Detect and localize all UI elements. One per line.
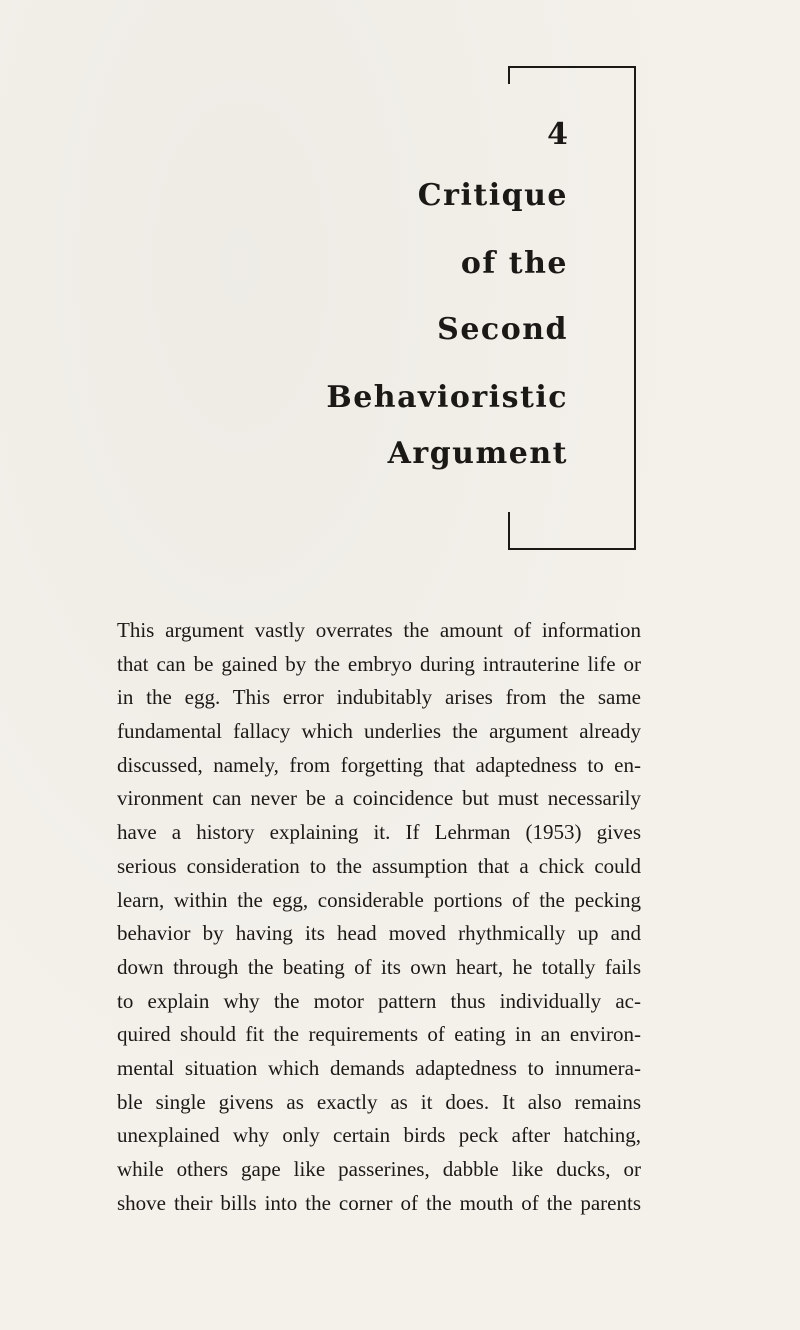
heading-frame-bottom xyxy=(508,512,636,550)
body-line: discussed, namely, from forgetting that adaptedness to en- xyxy=(117,752,641,777)
heading-frame-top xyxy=(508,66,636,84)
body-line: unexplained why only certain birds peck after hatching, xyxy=(117,1123,641,1148)
chapter-title-line: of the xyxy=(460,246,568,281)
body-paragraph xyxy=(117,614,641,1220)
chapter-title-line: Behavioristic xyxy=(326,380,568,415)
chapter-title-line: Critique xyxy=(417,178,568,213)
body-line: have a history explaining it. If Lehrman (1953) gives xyxy=(117,820,641,845)
body-line: fundamental fallacy which underlies the argument already xyxy=(117,719,641,744)
body-line: behavior by having its head moved rhythmically up and xyxy=(117,921,641,946)
body-line: This argument vastly overrates the amount of information xyxy=(117,618,641,642)
body-line: learn, within the egg, considerable portions of the pecking xyxy=(117,887,641,912)
body-line: mental situation which demands adaptedness to innumera- xyxy=(117,1055,641,1080)
body-line: down through the beating of its own heart, he totally fails xyxy=(117,954,641,979)
chapter-title-line: Argument xyxy=(387,436,568,471)
body-line: ble single givens as exactly as it does. It also remains xyxy=(117,1089,641,1114)
body-line: to explain why the motor pattern thus individually ac- xyxy=(117,988,641,1013)
chapter-title-line: Second xyxy=(437,312,568,347)
body-line: while others gape like passerines, dabble like ducks, or xyxy=(117,1157,641,1181)
heading-frame-right xyxy=(634,66,636,550)
body-line: that can be gained by the embryo during intrauterine life or xyxy=(117,651,641,676)
body-line: vironment can never be a coincidence but must necessarily xyxy=(117,786,641,811)
body-line: in the egg. This error indubitably arises from the same xyxy=(117,685,641,710)
chapter-number: 4 xyxy=(547,117,568,152)
body-line: shove their bills into the corner of the mouth of the parents xyxy=(117,1190,641,1215)
body-line: serious consideration to the assumption that a chick could xyxy=(117,853,641,878)
body-line: quired should fit the requirements of eating in an environ- xyxy=(117,1022,641,1047)
